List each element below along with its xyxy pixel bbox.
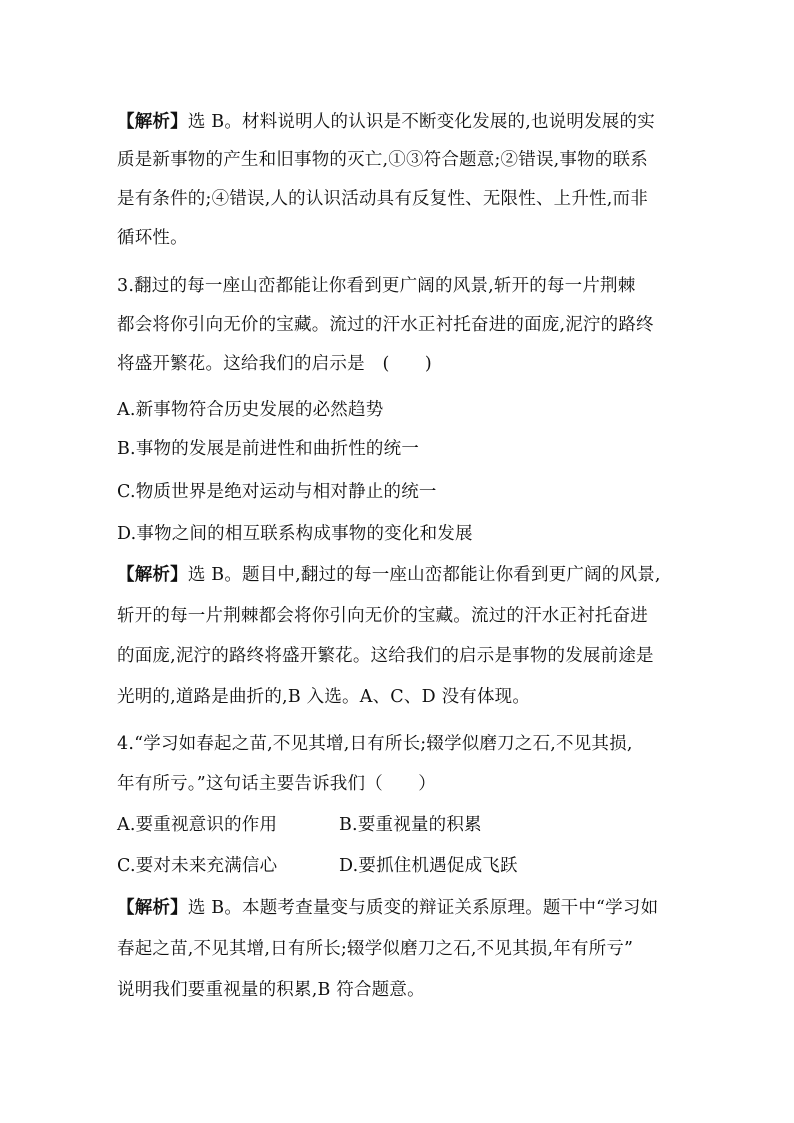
- question-4-option-c: C.要对未来充满信心: [117, 856, 278, 876]
- analysis-3-line-1: [117, 896, 697, 920]
- question-3-line-2: 都会将你引向无价的宝藏。流过的汗水正衬托奋进的面庞,泥泞的路终: [117, 315, 654, 335]
- question-3-option-d: D.事物之间的相互联系构成事物的变化和发展: [117, 524, 473, 544]
- analysis-text: 选 B。本题考查量变与质变的辩证关系原理。题干中“学习如: [187, 898, 659, 918]
- analysis-2-line-1: [117, 563, 697, 587]
- question-3-option-a: A.新事物符合历史发展的必然趋势: [117, 400, 384, 420]
- analysis-3-line-3: 说明我们要重视量的积累,B 符合题意。: [117, 980, 425, 1000]
- analysis-2-line-3: 的面庞,泥泞的路终将盛开繁花。这给我们的启示是事物的发展前途是: [117, 646, 654, 666]
- analysis-tag: 【解析】: [117, 565, 188, 585]
- analysis-1-line-2: 质是新事物的产生和旧事物的灭亡,①③符合题意;②错误,事物的联系: [117, 150, 648, 170]
- analysis-3-line-2: 春起之苗,不见其增,日有所长;辍学似磨刀之石,不见其损,年有所亏”: [117, 939, 634, 959]
- question-3-line-3: 将盛开繁花。这给我们的启示是 ( ): [117, 354, 432, 374]
- analysis-1-line-1: [117, 110, 697, 134]
- question-3-line-1: 3.翻过的每一座山峦都能让你看到更广阔的风景,斩开的每一片荆棘: [117, 276, 636, 296]
- question-4-options-row-1: [117, 813, 697, 837]
- analysis-2-line-4: 光明的,道路是曲折的,B 入选。A、C、D 没有体现。: [117, 687, 531, 707]
- analysis-tag: 【解析】: [117, 112, 188, 132]
- analysis-1-line-4: 循环性。: [117, 228, 188, 248]
- question-3-option-b: B.事物的发展是前进性和曲折性的统一: [117, 439, 420, 459]
- question-3-option-c: C.物质世界是绝对运动与相对静止的统一: [117, 482, 437, 502]
- question-4-option-a: A.要重视意识的作用: [117, 815, 278, 835]
- analysis-2-line-2: 斩开的每一片荆棘都会将你引向无价的宝藏。流过的汗水正衬托奋进: [117, 606, 648, 626]
- question-4-option-b: B.要重视量的积累: [339, 815, 482, 835]
- question-4-line-2: 年有所亏。”这句话主要告诉我们（ ）: [117, 774, 436, 794]
- analysis-1-line-3: 是有条件的;④错误,人的认识活动具有反复性、无限性、上升性,而非: [117, 189, 648, 209]
- analysis-tag: 【解析】: [117, 898, 188, 918]
- analysis-text: 选 B。题目中,翻过的每一座山峦都能让你看到更广阔的风景,: [187, 565, 661, 585]
- analysis-text: 选 B。材料说明人的认识是不断变化发展的,也说明发展的实: [187, 112, 655, 132]
- question-4-line-1: 4.“学习如春起之苗,不见其增,日有所长;辍学似磨刀之石,不见其损,: [117, 734, 633, 754]
- question-4-options-row-2: [117, 854, 697, 878]
- question-4-option-d: D.要抓住机遇促成飞跃: [339, 856, 518, 876]
